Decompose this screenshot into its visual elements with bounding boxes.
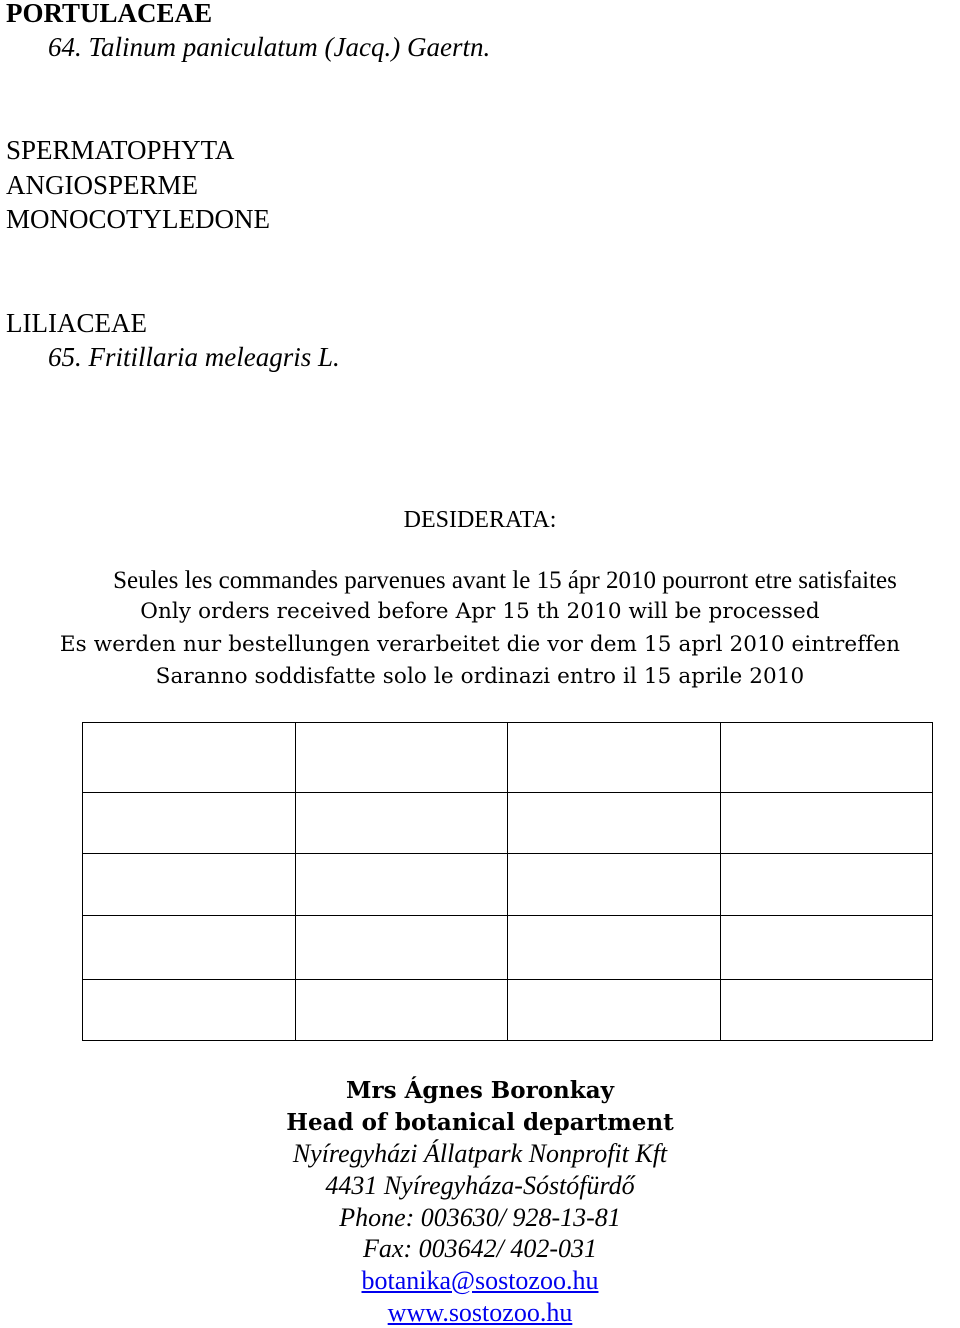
family-heading-portulaceae: PORTULACEAE [6, 0, 213, 28]
subclass-heading: MONOCOTYLEDONE [6, 204, 270, 234]
species-item-65: 65. Fritillaria meleagris L. [48, 342, 340, 372]
table-cell [720, 980, 933, 1041]
table-cell [83, 793, 296, 854]
table-cell [508, 980, 721, 1041]
desiderata-line-en: Only orders received before Apr 15 th 2010 will be processed [140, 599, 820, 624]
table-cell [508, 793, 721, 854]
email-link[interactable]: botanika@sostozoo.hu [361, 1266, 599, 1295]
class-heading: ANGIOSPERME [6, 170, 199, 200]
desiderata-line-fr: Seules les commandes parvenues avant le 15 ápr 2010 pourront etre satisfaites [113, 567, 897, 594]
desiderata-line-it: Saranno soddisfatte solo le ordinazi entro il 15 aprile 2010 [155, 664, 805, 689]
table-cell [720, 793, 933, 854]
phone-number: Phone: 003630/ 928-13-81 [339, 1203, 621, 1232]
table-cell [508, 723, 721, 793]
table-row [83, 916, 933, 980]
table-cell [295, 854, 508, 916]
table-cell [295, 980, 508, 1041]
table-cell [83, 916, 296, 980]
organization-name: Nyíregyházi Állatpark Nonprofit Kft [292, 1139, 668, 1168]
fax-number: Fax: 003642/ 402-031 [363, 1234, 597, 1263]
table-cell [295, 793, 508, 854]
table-cell [720, 854, 933, 916]
postal-address: 4431 Nyíregyháza-Sóstófürdő [325, 1171, 635, 1200]
table-row [83, 854, 933, 916]
website-link[interactable]: www.sostozoo.hu [387, 1298, 573, 1327]
table-cell [83, 980, 296, 1041]
table-cell [508, 854, 721, 916]
desiderata-line-de: Es werden nur bestellungen verarbeitet die vor dem 15 aprl 2010 eintreffen [59, 632, 901, 657]
table-cell [83, 723, 296, 793]
contact-role: Head of botanical department [286, 1109, 674, 1136]
table-cell [508, 916, 721, 980]
division-heading: SPERMATOPHYTA [6, 135, 235, 165]
table-cell [83, 854, 296, 916]
family-heading-liliaceae: LILIACEAE [6, 308, 147, 338]
table-cell [295, 723, 508, 793]
species-item-64: 64. Talinum paniculatum (Jacq.) Gaertn. [48, 32, 491, 62]
contact-name: Mrs Ágnes Boronkay [346, 1077, 614, 1104]
table-row [83, 793, 933, 854]
table-cell [720, 723, 933, 793]
order-table [82, 722, 933, 1041]
table-cell [295, 916, 508, 980]
table-cell [720, 916, 933, 980]
table-row [83, 980, 933, 1041]
desiderata-title: DESIDERATA: [403, 507, 557, 533]
table-row [83, 723, 933, 793]
